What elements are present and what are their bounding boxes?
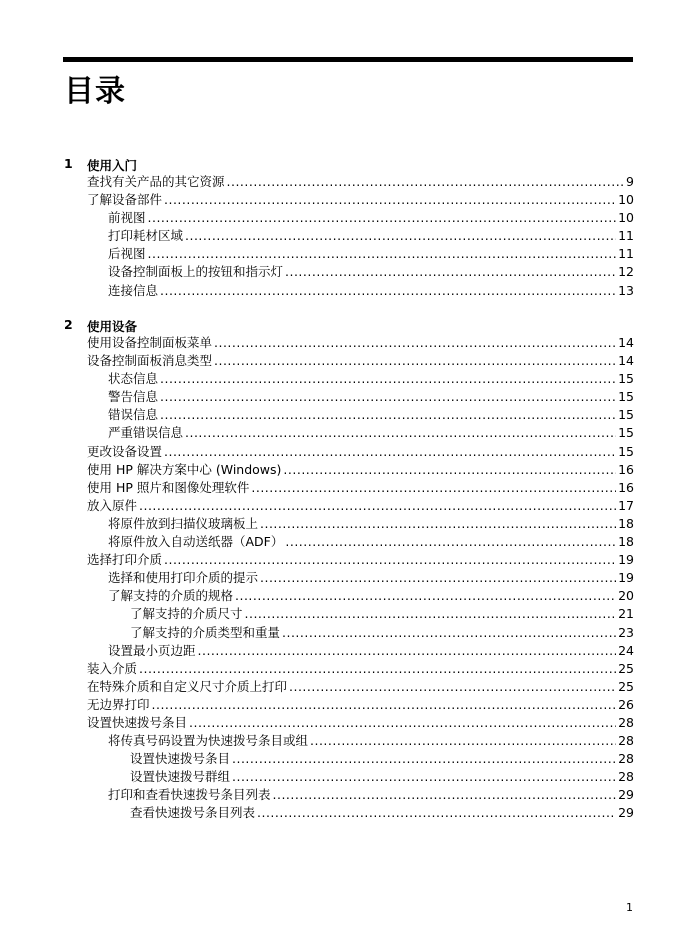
toc-entry-page: 29: [618, 805, 634, 821]
toc-entry-page: 20: [618, 588, 634, 604]
dot-leader: [160, 370, 616, 388]
toc-entry[interactable]: [64, 804, 634, 822]
toc-entry-page: 21: [618, 606, 634, 622]
dot-leader: [189, 714, 616, 732]
toc-entry-page: 15: [618, 407, 634, 423]
chapter-number: 2: [64, 317, 73, 332]
toc-entry-page: 16: [618, 461, 634, 477]
dot-leader: [257, 804, 616, 822]
toc-entry-title: 了解支持的介质尺寸: [130, 606, 243, 622]
toc-entry[interactable]: [64, 406, 634, 424]
toc-entry[interactable]: [64, 388, 634, 406]
toc-entry-page: 25: [618, 678, 634, 694]
toc-entry[interactable]: [64, 424, 634, 442]
toc-entry[interactable]: [64, 551, 634, 569]
dot-leader: [282, 624, 616, 642]
page-number: 1: [626, 901, 633, 914]
chapter-heading: [64, 317, 634, 334]
toc-entry-title: 设备控制面板消息类型: [87, 353, 213, 369]
toc-entry-title: 选择打印介质: [87, 552, 163, 568]
toc-entry-page: 12: [618, 264, 634, 280]
dot-leader: [139, 497, 616, 515]
toc-entry-title: 装入介质: [87, 660, 138, 676]
dot-leader: [148, 209, 617, 227]
toc-entry-title: 错误信息: [108, 407, 159, 423]
toc-entry-title: 查找有关产品的其它资源: [87, 174, 225, 189]
toc-entry-title: 选择和使用打印介质的提示: [108, 570, 259, 586]
dot-leader: [260, 569, 616, 587]
toc-entry-page: 17: [618, 497, 634, 513]
toc-entry-list: [64, 173, 634, 300]
toc-entry-title: 打印耗材区域: [108, 228, 184, 244]
top-rule: [63, 57, 633, 62]
toc-entry-title: 连接信息: [108, 282, 159, 298]
toc-entry-page: 13: [618, 282, 634, 298]
dot-leader: [148, 245, 617, 263]
toc-entry[interactable]: [64, 209, 634, 227]
chapter-title: 使用入门: [87, 158, 138, 173]
dot-leader: [214, 352, 616, 370]
dot-leader: [310, 732, 616, 750]
toc-entry[interactable]: [64, 750, 634, 768]
dot-leader: [160, 388, 616, 406]
toc-entry-page: 15: [618, 371, 634, 387]
dot-leader: [185, 227, 616, 245]
toc-entry[interactable]: [64, 282, 634, 300]
toc-entry[interactable]: [64, 227, 634, 245]
toc-entry-title: 前视图: [108, 210, 146, 226]
toc-entry-title: 使用 HP 解决方案中心 (Windows): [87, 461, 282, 477]
toc-entry-title: 使用设备控制面板菜单: [87, 335, 213, 350]
toc-entry-page: 19: [618, 552, 634, 568]
toc-entry-title: 设置快速拨号条目: [130, 751, 231, 767]
toc-entry-page: 14: [618, 335, 634, 350]
toc-entry-title: 严重错误信息: [108, 425, 184, 441]
dot-leader: [260, 515, 616, 533]
dot-leader: [283, 461, 616, 479]
toc-entry[interactable]: [64, 515, 634, 533]
chapter-1: [64, 156, 634, 300]
toc-entry-title: 在特殊介质和自定义尺寸介质上打印: [87, 678, 288, 694]
toc-entry-title: 将原件放到扫描仪玻璃板上: [108, 515, 259, 531]
toc-entry-title: 状态信息: [108, 371, 159, 387]
dot-leader: [273, 786, 617, 804]
toc-entry[interactable]: [64, 191, 634, 209]
toc-entry-page: 15: [618, 389, 634, 405]
toc-entry[interactable]: [64, 479, 634, 497]
dot-leader: [245, 605, 617, 623]
chapter-heading: [64, 156, 634, 173]
dot-leader: [164, 443, 616, 461]
toc-entry-page: 11: [618, 228, 634, 244]
toc-entry-page: 24: [618, 642, 634, 658]
dot-leader: [198, 642, 617, 660]
toc-entry[interactable]: [64, 696, 634, 714]
dot-leader: [160, 406, 616, 424]
toc-entry[interactable]: [64, 768, 634, 786]
toc-entry[interactable]: [64, 245, 634, 263]
dot-leader: [164, 191, 616, 209]
toc-entry-title: 更改设备设置: [87, 443, 163, 459]
toc-entry-page: 11: [618, 246, 634, 262]
dot-leader: [232, 768, 616, 786]
dot-leader: [227, 173, 625, 191]
toc-entry[interactable]: [64, 497, 634, 515]
dot-leader: [152, 696, 617, 714]
toc-entry-title: 无边界打印: [87, 696, 150, 712]
toc-entry[interactable]: [64, 334, 634, 352]
toc-entry-title: 了解支持的介质的规格: [108, 588, 234, 604]
toc-entry-page: 23: [618, 624, 634, 640]
toc-entry-title: 了解支持的介质类型和重量: [130, 624, 281, 640]
toc-entry-title: 设置快速拨号条目: [87, 714, 188, 730]
toc-entry-page: 28: [618, 769, 634, 785]
chapter-number: 1: [64, 156, 73, 171]
toc-entry[interactable]: [64, 461, 634, 479]
toc-entry[interactable]: [64, 678, 634, 696]
toc-entry-page: 28: [618, 733, 634, 749]
toc-entry-page: 18: [618, 515, 634, 531]
dot-leader: [139, 660, 616, 678]
toc-entry-page: 16: [618, 479, 634, 495]
toc-entry-page: 29: [618, 787, 634, 803]
toc-entry-title: 后视图: [108, 246, 146, 262]
toc-entry[interactable]: [64, 624, 634, 642]
toc-entry-page: 28: [618, 714, 634, 730]
toc-entry-title: 设置快速拨号群组: [130, 769, 231, 785]
dot-leader: [289, 678, 616, 696]
toc-entry-title: 打印和查看快速拨号条目列表: [108, 787, 271, 803]
toc-entry[interactable]: [64, 605, 634, 623]
toc-entry-page: 10: [618, 192, 634, 208]
chapter-2: [64, 317, 634, 823]
toc-entry[interactable]: [64, 263, 634, 281]
toc-entry[interactable]: [64, 786, 634, 804]
dot-leader: [285, 263, 616, 281]
dot-leader: [160, 282, 616, 300]
toc-entry[interactable]: [64, 642, 634, 660]
dot-leader: [164, 551, 616, 569]
toc-entry-page: 9: [626, 174, 634, 189]
toc-entry[interactable]: [64, 714, 634, 732]
toc-entry-title: 了解设备部件: [87, 192, 163, 208]
toc-entry[interactable]: [64, 352, 634, 370]
toc-entry-page: 26: [618, 696, 634, 712]
toc-entry-list: [64, 334, 634, 823]
toc-entry[interactable]: [64, 443, 634, 461]
dot-leader: [235, 587, 616, 605]
toc-entry[interactable]: [64, 533, 634, 551]
toc-entry[interactable]: [64, 587, 634, 605]
toc-entry-title: 使用 HP 照片和图像处理软件: [87, 479, 250, 495]
toc-entry-title: 将原件放入自动送纸器（ADF）: [108, 534, 284, 550]
toc-entry[interactable]: [64, 173, 634, 191]
toc-entry-page: 15: [618, 425, 634, 441]
toc-entry-page: 18: [618, 534, 634, 550]
dot-leader: [251, 479, 616, 497]
toc-entry-page: 10: [618, 210, 634, 226]
toc-entry-page: 15: [618, 443, 634, 459]
toc-entry-title: 警告信息: [108, 389, 159, 405]
toc-entry[interactable]: [64, 732, 634, 750]
toc-entry[interactable]: [64, 569, 634, 587]
toc-entry-title: 设备控制面板上的按钮和指示灯: [108, 264, 284, 280]
dot-leader: [232, 750, 616, 768]
page-title: 目录: [64, 74, 126, 109]
toc-entry-title: 设置最小页边距: [108, 642, 196, 658]
dot-leader: [185, 424, 616, 442]
chapter-title: 使用设备: [87, 319, 138, 334]
toc-entry-page: 25: [618, 660, 634, 676]
toc-entry-title: 将传真号码设置为快速拨号条目或组: [108, 733, 309, 749]
dot-leader: [285, 533, 616, 551]
toc-entry-title: 查看快速拨号条目列表: [130, 805, 256, 821]
toc-entry[interactable]: [64, 370, 634, 388]
dot-leader: [214, 334, 616, 352]
toc-entry-title: 放入原件: [87, 497, 138, 513]
toc-entry-page: 19: [618, 570, 634, 586]
toc-entry-page: 28: [618, 751, 634, 767]
toc-entry[interactable]: [64, 660, 634, 678]
toc-entry-page: 14: [618, 353, 634, 369]
